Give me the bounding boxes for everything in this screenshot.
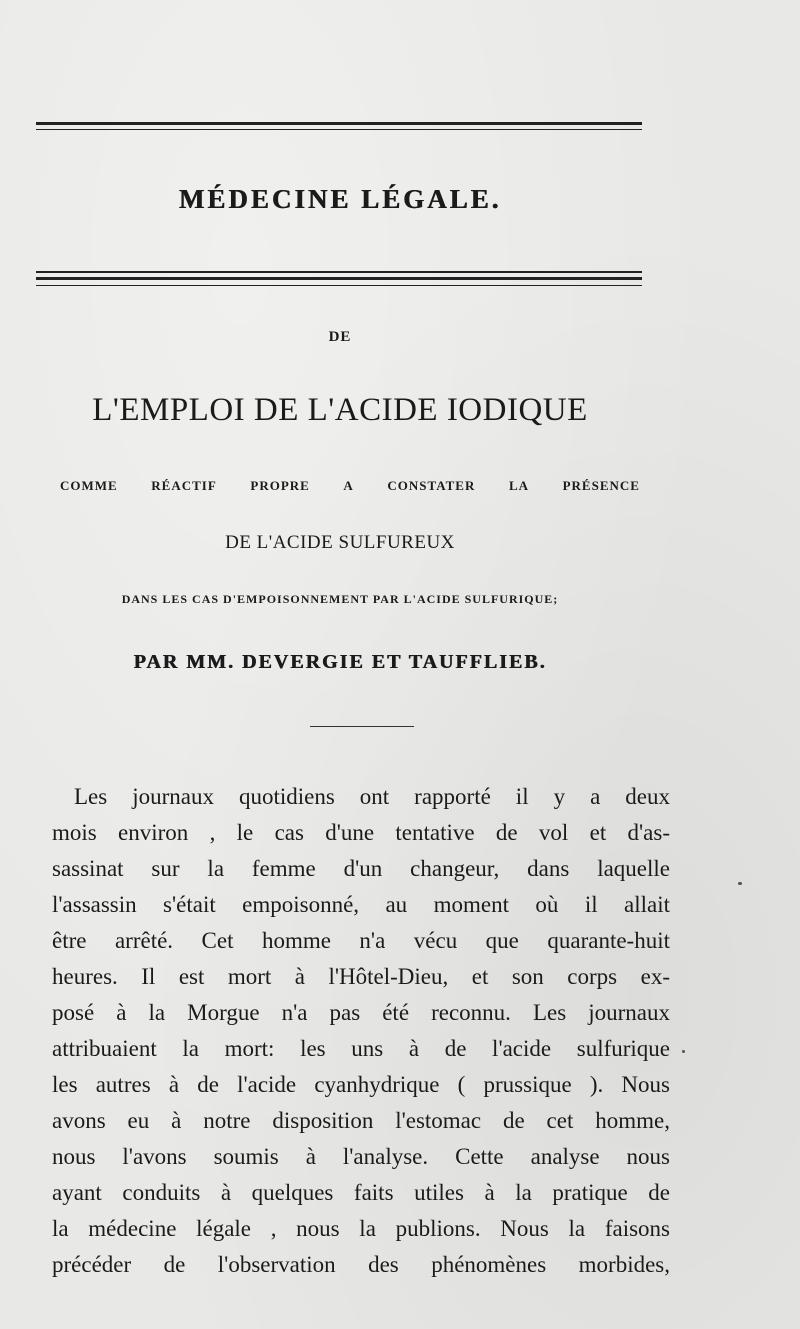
separator-rule	[310, 726, 414, 727]
body-line: les autres à de l'acide cyanhydrique ( prussique ). Nous	[52, 1072, 670, 1097]
body-line: être arrêté. Cet homme n'a vécu que quarante-huit	[52, 928, 670, 953]
subtitle-word: CONSTATER	[387, 478, 476, 493]
subtitle-line-3: DANS LES CAS D'EMPOISONNEMENT PAR L'ACIDE SULFURIQUE;	[121, 592, 559, 606]
body-line: posé à la Morgue n'a pas été reconnu. Les journaux	[52, 1000, 670, 1025]
header-rule-2	[36, 277, 642, 280]
body-line: sassinat sur la femme d'un changeur, dans laquelle	[52, 856, 670, 881]
top-rule-thick	[36, 122, 642, 125]
body-line: la médecine légale , nous la publions. Nous la faisons	[52, 1216, 670, 1241]
subtitle-word: A	[343, 478, 354, 493]
section-title: MÉDECINE LÉGALE.	[178, 184, 502, 214]
body-line: nous l'avons soumis à l'analyse. Cette analyse nous	[52, 1144, 670, 1169]
body-line: l'assassin s'était empoisonné, au moment où il allait	[52, 892, 670, 917]
body-line: attribuaient la mort: les uns à de l'acide sulfurique	[52, 1036, 670, 1061]
top-rule-thin	[36, 129, 642, 130]
body-line: mois environ , le cas d'une tentative de vol et d'as-	[52, 820, 670, 845]
subtitle-word: RÉACTIF	[151, 478, 217, 493]
body-line: heures. Il est mort à l'Hôtel-Dieu, et son corps ex-	[52, 964, 670, 989]
ink-speck	[682, 1050, 685, 1053]
subtitle-word: PRÉSENCE	[562, 478, 640, 493]
article-title: L'EMPLOI DE L'ACIDE IODIQUE	[92, 392, 588, 428]
ink-speck	[738, 882, 742, 885]
subtitle-word: COMME	[60, 478, 118, 493]
body-line: ayant conduits à quelques faits utiles à la pratique de	[52, 1180, 670, 1205]
subtitle-word: PROPRE	[250, 478, 310, 493]
header-rule-1	[36, 271, 642, 273]
header-rule-3	[36, 285, 642, 286]
body-line: Les journaux quotidiens ont rapporté il y a deux	[74, 784, 670, 809]
body-line: avons eu à notre disposition l'estomac de cet homme,	[52, 1108, 670, 1133]
title-de: DE	[328, 329, 352, 345]
body-line: précéder de l'observation des phénomènes morbides,	[52, 1252, 670, 1277]
authors-line: PAR MM. DEVERGIE ET TAUFFLIEB.	[133, 651, 547, 673]
subtitle-line-2: DE L'ACIDE SULFUREUX	[225, 532, 455, 553]
subtitle-word: LA	[508, 478, 530, 493]
subtitle-line-1	[60, 478, 640, 494]
